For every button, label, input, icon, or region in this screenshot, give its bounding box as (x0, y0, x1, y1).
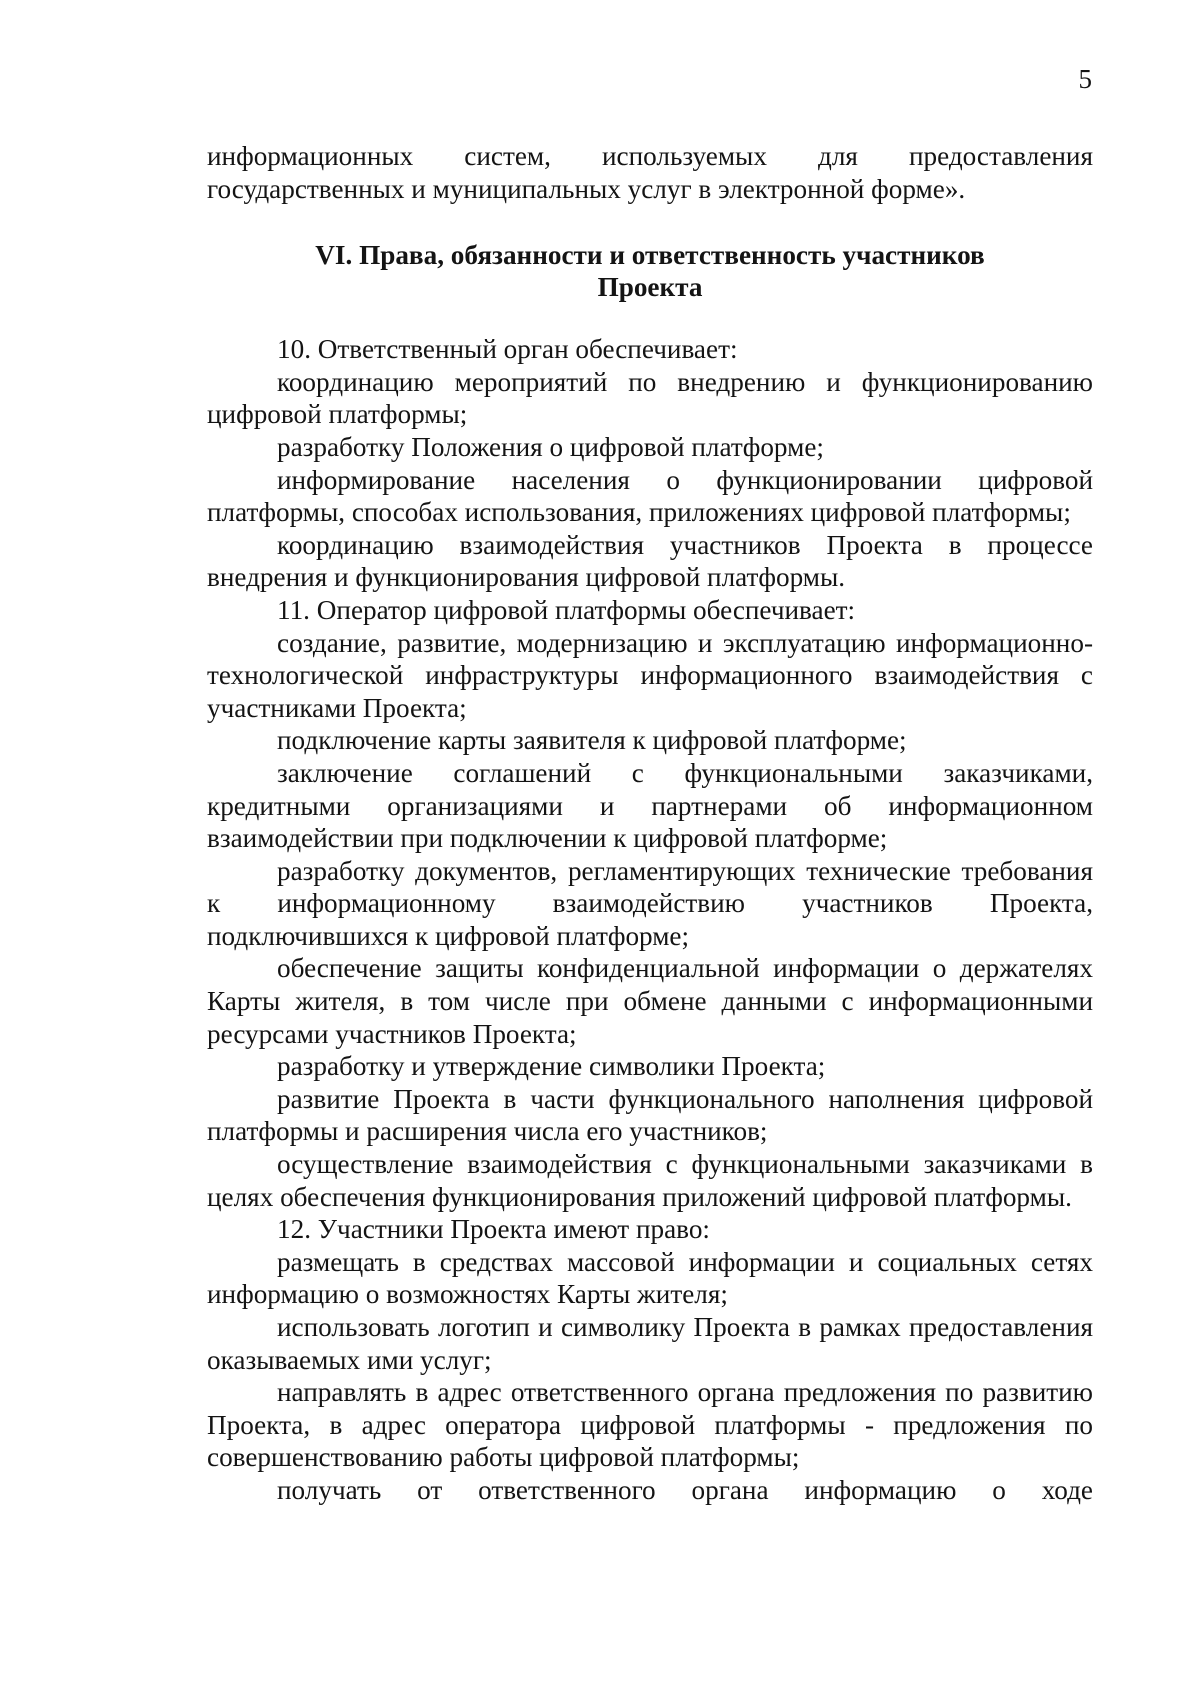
paragraph: подключение карты заявителя к цифровой платформе; (277, 725, 907, 756)
intro-paragraph: информационных систем, используемых для предоставления государственных и муниципальных услуг в электронной форме». (207, 141, 1093, 204)
paragraph: 12. Участники Проекта имеют право: (277, 1214, 710, 1245)
paragraph-last-line: получать от ответственного органа информацию о ходе (277, 1474, 1093, 1505)
paragraph: координацию взаимодействия участников Проекта в процессе внедрения и функционирования цифровой платформы. (207, 529, 1093, 593)
paragraph: размещать в средствах массовой информации и социальных сетях информацию о возможностях Карты жителя; (207, 1246, 1093, 1310)
paragraph: осуществление взаимодействия с функциональными заказчиками в целях обеспечения функционирования приложений цифровой платформы. (207, 1149, 1093, 1212)
paragraph: разработку документов, регламентирующих технические требования к информационному взаимодействию участников Проекта, подключившихся к цифровой платформе; (207, 855, 1093, 951)
section-heading (207, 239, 1093, 303)
paragraph: разработку и утверждение символики Проекта; (277, 1051, 826, 1082)
document-body (207, 140, 1093, 1507)
paragraph: развитие Проекта в части функционального наполнения цифровой платформы и расширения числа его участников; (207, 1083, 1093, 1147)
paragraph: создание, развитие, модернизацию и эксплуатацию информационно-технологической инфраструктуры информационного взаимодействия с участниками Проекта; (207, 627, 1093, 723)
section-heading-line-1: VI. Права, обязанности и ответственность участников (315, 240, 985, 271)
paragraph: 11. Оператор цифровой платформы обеспечивает: (277, 594, 856, 625)
section-heading-line-2: Проекта (597, 272, 703, 303)
paragraph: информирование населения о функционировании цифровой платформы, способах использования, приложениях цифровой платформы; (207, 464, 1093, 528)
paragraph: координацию мероприятий по внедрению и функционированию цифровой платформы; (207, 366, 1093, 430)
page-number: 5 (1078, 64, 1092, 94)
paragraph: заключение соглашений с функциональными заказчиками, кредитными организациями и партнерами об информационном взаимодействии при подключении к цифровой платформе; (207, 757, 1093, 854)
paragraph: использовать логотип и символику Проекта в рамках предоставления оказываемых ими услуг; (207, 1312, 1093, 1375)
paragraph: направлять в адрес ответственного органа предложения по развитию Проекта, в адрес оператора цифровой платформы - предложения по совершенствованию работы цифровой платформы; (207, 1377, 1093, 1473)
paragraph: обеспечение защиты конфиденциальной информации о держателях Карты жителя, в том числе при обмене данными с информационными ресурсами участников Проекта; (207, 953, 1093, 1049)
paragraph: 10. Ответственный орган обеспечивает: (277, 334, 738, 365)
paragraph: разработку Положения о цифровой платформе; (277, 431, 824, 462)
